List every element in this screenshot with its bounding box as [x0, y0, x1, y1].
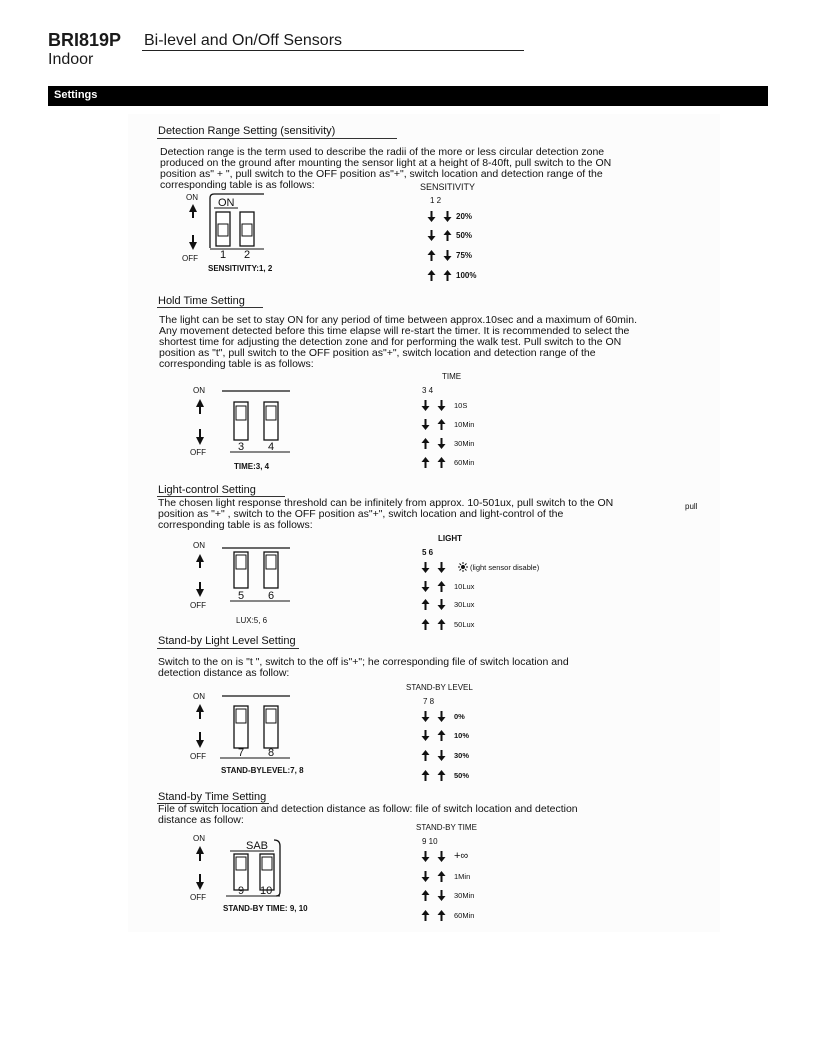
dip-switch-lux	[190, 540, 300, 612]
table-value: 10S	[454, 401, 468, 410]
dip-on-label: ON	[193, 834, 205, 843]
table-value: 50%	[456, 231, 473, 240]
switch-state-arrows	[420, 910, 447, 921]
arrow-up-icon	[420, 438, 431, 449]
dip-off-label: OFF	[190, 893, 206, 902]
arrow-down-icon	[436, 599, 447, 610]
arrow-down-icon	[426, 211, 437, 222]
table-switch-numbers: 9 10	[422, 837, 438, 846]
arrow-up-icon	[436, 730, 447, 741]
table-title: LIGHT	[438, 534, 462, 543]
switch-state-arrows	[420, 711, 447, 722]
arrow-down-icon	[420, 581, 431, 592]
arrow-down-icon	[442, 211, 453, 222]
dip-caption-sensitivity: SENSITIVITY:1, 2	[208, 264, 273, 273]
standby-time-line: File of switch location and detection distance as follow: file of switch location and detection	[158, 803, 578, 815]
arrow-down-icon	[436, 890, 447, 901]
switch-state-arrows	[420, 599, 447, 610]
hold-heading-rule	[157, 307, 263, 308]
product-subtitle: Indoor	[48, 51, 94, 68]
table-title: TIME	[442, 372, 462, 381]
arrow-down-icon	[436, 438, 447, 449]
dip-switch-standby-time	[190, 832, 300, 904]
model-number: BRI819P	[48, 30, 122, 50]
detection-line: produced on the ground after mounting the sensor light at a height of 8-40ft, pull switch to the ON	[160, 157, 612, 169]
switch-state-arrows	[420, 419, 447, 430]
arrow-up-icon	[436, 419, 447, 430]
switch-state-arrows	[420, 871, 447, 882]
arrow-down-icon	[426, 230, 437, 241]
hold-line: shortest time for adjusting the detection zone and for performing the walk test. Pull switch to the ON	[159, 336, 622, 348]
hold-line: Any movement detected before this time elapse will re-start the timer. It is recommended to select the	[159, 325, 630, 337]
arrow-up-icon	[420, 599, 431, 610]
title-rule	[142, 50, 524, 51]
arrow-up-icon	[436, 619, 447, 630]
standby-time-line: distance as follow:	[158, 814, 244, 826]
switch-state-arrows	[420, 457, 447, 468]
light-line: The chosen light response threshold can be infinitely from approx. 10-501ux, pull switch to the ON	[158, 497, 614, 509]
table-value: +∞	[454, 850, 469, 862]
detection-heading: Detection Range Setting (sensitivity)	[158, 125, 336, 137]
light-line: position as "+" , switch to the OFF position as"+", switch location and light-control of the	[158, 508, 564, 520]
sun-icon	[458, 562, 468, 574]
arrow-up-icon	[420, 457, 431, 468]
arrow-up-icon	[436, 770, 447, 781]
arrow-down-icon	[436, 400, 447, 411]
arrow-down-icon	[436, 711, 447, 722]
dip-num: 6	[268, 590, 275, 602]
detection-line: position as" + ", pull switch to the OFF position as"+", switch location and detection range of the	[160, 168, 603, 180]
switch-state-arrows	[420, 750, 447, 761]
arrow-up-icon	[426, 270, 437, 281]
table-value: 1Min	[454, 872, 471, 881]
switch-state-arrows	[420, 562, 447, 573]
dip-on-label: ON	[193, 386, 205, 395]
arrow-up-icon	[442, 230, 453, 241]
switch-state-arrows	[420, 890, 447, 901]
dip-num: 1	[220, 249, 227, 261]
table-title: SENSITIVITY	[420, 182, 476, 192]
arrow-up-icon	[442, 270, 453, 281]
dip-caption-standby-level: STAND-BYLEVEL:7, 8	[221, 766, 304, 775]
dip-off-label: OFF	[190, 601, 206, 610]
table-value: 50Lux	[454, 620, 475, 629]
arrow-down-icon	[420, 711, 431, 722]
arrow-up-icon	[426, 250, 437, 261]
dip-top-label: ON	[218, 197, 235, 209]
table-value: 10%	[454, 731, 470, 740]
dip-caption-standby-time: STAND-BY TIME: 9, 10	[223, 904, 308, 913]
switch-state-arrows	[426, 250, 453, 261]
standby-level-line: Switch to the on is "t ", switch to the off is"+"; he corresponding file of switch location and	[158, 656, 569, 668]
hold-line: position as "t", pull switch to the OFF position as"+", switch location and detection range of the	[159, 347, 596, 359]
arrow-up-icon	[436, 910, 447, 921]
table-title: STAND-BY LEVEL	[406, 683, 473, 692]
hold-line: corresponding table is as follows:	[159, 358, 314, 370]
table-switch-numbers: 7 8	[423, 697, 435, 706]
product-title: Bi-level and On/Off Sensors	[144, 32, 343, 49]
dip-off-label: OFF	[182, 254, 198, 263]
table-value: 10Lux	[454, 582, 475, 591]
table-value: 30Min	[454, 891, 475, 900]
standby-time-heading: Stand-by Time Setting	[158, 791, 267, 803]
arrow-up-icon	[420, 910, 431, 921]
dip-on-label: ON	[193, 541, 205, 550]
switch-state-arrows	[420, 851, 447, 862]
switch-state-arrows	[420, 400, 447, 411]
dip-top-label: SAB	[246, 840, 269, 852]
standby-level-line: detection distance as follow:	[158, 667, 290, 679]
arrow-up-icon	[420, 890, 431, 901]
arrow-down-icon	[436, 562, 447, 573]
arrow-up-icon	[436, 457, 447, 468]
table-switch-numbers: 1 2	[430, 196, 442, 205]
table-value: 30%	[454, 751, 470, 760]
arrow-down-icon	[420, 562, 431, 573]
dip-off-label: OFF	[190, 752, 206, 761]
dip-switch-time	[190, 384, 300, 464]
switch-state-arrows	[420, 770, 447, 781]
arrow-up-icon	[436, 871, 447, 882]
dip-caption-lux: LUX:5, 6	[236, 616, 268, 625]
table-value: 30Min	[454, 439, 475, 448]
dip-on-label: ON	[186, 193, 198, 202]
switch-state-arrows	[426, 270, 453, 281]
detection-line: corresponding table is as follows:	[160, 179, 315, 191]
switch-state-arrows	[420, 730, 447, 741]
table-value: 60Min	[454, 911, 475, 920]
dip-num: 9	[238, 885, 245, 897]
dip-num: 10	[260, 885, 273, 897]
table-value: 50%	[454, 771, 470, 780]
standby-time-paragraph	[158, 804, 628, 826]
switch-state-arrows	[420, 581, 447, 592]
detection-heading-rule	[157, 138, 397, 139]
dip-off-label: OFF	[190, 448, 206, 457]
dip-num: 2	[244, 249, 251, 261]
arrow-down-icon	[442, 250, 453, 261]
dip-num: 4	[268, 441, 275, 453]
dip-on-label: ON	[193, 692, 205, 701]
table-value: 30Lux	[454, 600, 475, 609]
light-side-note: pull	[685, 502, 698, 511]
switch-state-arrows	[426, 211, 453, 222]
arrow-up-icon	[436, 581, 447, 592]
dip-num: 3	[238, 441, 245, 453]
dip-num: 5	[238, 590, 245, 602]
switch-state-arrows	[420, 619, 447, 630]
dip-switch-standby-level	[190, 690, 300, 766]
light-line: corresponding table is as follows:	[158, 519, 313, 531]
dip-caption-time: TIME:3, 4	[234, 462, 270, 471]
table-value: 60Min	[454, 458, 475, 467]
arrow-down-icon	[420, 419, 431, 430]
table-value: 20%	[456, 212, 473, 221]
light-heading: Light-control Setting	[158, 484, 256, 496]
arrow-up-icon	[420, 770, 431, 781]
arrow-down-icon	[420, 851, 431, 862]
table-value: 100%	[456, 271, 477, 280]
arrow-down-icon	[436, 750, 447, 761]
standby-level-heading-rule	[157, 648, 299, 649]
table-value: 75%	[456, 251, 473, 260]
arrow-up-icon	[420, 750, 431, 761]
table-switch-numbers: 3 4	[422, 386, 434, 395]
standby-level-heading: Stand-by Light Level Setting	[158, 635, 296, 647]
switch-state-arrows	[426, 230, 453, 241]
dip-num: 8	[268, 747, 275, 759]
arrow-down-icon	[420, 871, 431, 882]
arrow-down-icon	[420, 400, 431, 411]
section-bar	[48, 86, 768, 106]
section-bar-label: Settings	[54, 89, 98, 101]
table-value: 0%	[454, 712, 465, 721]
table-value: (light sensor disable)	[470, 563, 540, 572]
table-value: 10Min	[454, 420, 475, 429]
table-switch-numbers: 5 6	[422, 548, 434, 557]
arrow-down-icon	[436, 851, 447, 862]
hold-line: The light can be set to stay ON for any period of time between approx.10sec and a maximum of 60min.	[159, 314, 637, 326]
arrow-down-icon	[420, 730, 431, 741]
light-paragraph	[158, 498, 678, 531]
table-title: STAND-BY TIME	[416, 823, 477, 832]
arrow-up-icon	[420, 619, 431, 630]
switch-state-arrows	[420, 438, 447, 449]
detection-line: Detection range is the term used to describe the radii of the more or less circular detection zone	[160, 146, 605, 158]
dip-num: 7	[238, 747, 245, 759]
hold-paragraph	[159, 315, 694, 370]
hold-heading: Hold Time Setting	[158, 295, 245, 307]
standby-level-paragraph	[158, 657, 628, 679]
